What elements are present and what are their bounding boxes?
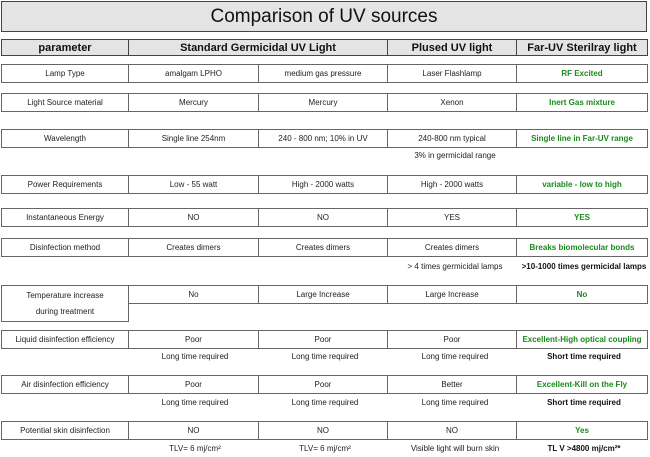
table-cell: Single line 254nm [128, 129, 259, 148]
table-cell: NO [128, 421, 259, 440]
table-cell: NO [387, 421, 517, 440]
table-cell: Creates dimers [128, 238, 259, 257]
table-cell: Large Increase [258, 285, 388, 304]
row-label: Disinfection method [1, 238, 129, 257]
row-label: Power Requirements [1, 175, 129, 194]
table-cell: Mercury [258, 93, 388, 112]
table-cell: amalgam LPHO [128, 64, 259, 83]
table-cell-highlight: Single line in Far-UV range [516, 129, 648, 148]
table-cell: 240 - 800 nm; 10% in UV [258, 129, 388, 148]
table-row [1, 208, 648, 227]
header-row [1, 39, 648, 56]
row-note: Long time required [161, 352, 229, 361]
row-note: TLV= 6 mj/cm² [299, 444, 351, 453]
table-cell: High - 2000 watts [258, 175, 388, 194]
table-cell: NO [128, 208, 259, 227]
table-cell-highlight: Inert Gas mixture [516, 93, 648, 112]
row-label: Lamp Type [1, 64, 129, 83]
table-cell: Poor [387, 330, 517, 349]
header-far-uv: Far-UV Sterilray light [516, 39, 648, 56]
row-note: Long time required [421, 398, 489, 407]
table-cell-highlight: Excellent-High optical coupling [516, 330, 648, 349]
page-title: Comparison of UV sources [1, 1, 647, 32]
row-label: Liquid disinfection efficiency [1, 330, 129, 349]
row-note: Long time required [291, 398, 359, 407]
header-parameter: parameter [1, 39, 129, 56]
table-cell: Xenon [387, 93, 517, 112]
table-cell: Laser Flashlamp [387, 64, 517, 83]
table-cell: Creates dimers [387, 238, 517, 257]
table-cell: medium gas pressure [258, 64, 388, 83]
table-cell-highlight: YES [516, 208, 648, 227]
row-note-highlight: >10-1000 times germicidal lamps [521, 262, 647, 271]
row-label [1, 285, 129, 322]
table-cell-highlight: No [516, 285, 648, 304]
table-cell: NO [258, 208, 388, 227]
table-row [1, 375, 648, 394]
table-cell: Large Increase [387, 285, 517, 304]
table-row [1, 93, 648, 112]
row-note: > 4 times germicidal lamps [407, 262, 503, 271]
row-note-highlight: Short time required [547, 352, 621, 361]
row-note-highlight: TL V >4800 mj/cm²* [547, 444, 621, 453]
table-row [1, 175, 648, 194]
table-cell-highlight: variable - low to high [516, 175, 648, 194]
row-label-line2: during treatment [35, 306, 95, 316]
table-cell: 240-800 nm typical [387, 129, 517, 148]
row-note: Visible light will burn skin [410, 444, 500, 453]
table-row [1, 238, 648, 257]
row-label-line1: Temperature increase [26, 290, 104, 300]
row-label: Instantaneous Energy [1, 208, 129, 227]
table-row [1, 129, 648, 148]
table-cell-highlight: RF Excited [516, 64, 648, 83]
table-cell-highlight: Excellent-Kill on the Fly [516, 375, 648, 394]
row-label: Light Source material [1, 93, 129, 112]
table-cell: YES [387, 208, 517, 227]
row-label: Air disinfection efficiency [1, 375, 129, 394]
table-cell: Poor [128, 375, 259, 394]
table-row [1, 285, 648, 322]
header-standard-germicidal: Standard Germicidal UV Light [128, 39, 388, 56]
row-label: Wavelength [1, 129, 129, 148]
table-cell: No [128, 285, 259, 304]
row-note: Long time required [291, 352, 359, 361]
row-note-highlight: Short time required [547, 398, 621, 407]
row-note: TLV= 6 mj/cm² [169, 444, 221, 453]
row-note: 3% in germicidal range [414, 151, 496, 160]
table-cell: Poor [128, 330, 259, 349]
table-cell: Poor [258, 375, 388, 394]
header-pulsed-uv: Plused UV light [387, 39, 517, 56]
table-cell: NO [258, 421, 388, 440]
row-note: Long time required [161, 398, 229, 407]
row-label: Potential skin disinfection [1, 421, 129, 440]
table-cell: Creates dimers [258, 238, 388, 257]
table-row [1, 421, 648, 440]
table-cell-highlight: Yes [516, 421, 648, 440]
table-cell: Poor [258, 330, 388, 349]
table-cell: Better [387, 375, 517, 394]
table-cell: High - 2000 watts [387, 175, 517, 194]
row-note: Long time required [421, 352, 489, 361]
table-cell-highlight: Breaks biomolecular bonds [516, 238, 648, 257]
table-row [1, 64, 648, 83]
table-cell: Mercury [128, 93, 259, 112]
table-cell: Low - 55 watt [128, 175, 259, 194]
table-row [1, 330, 648, 349]
